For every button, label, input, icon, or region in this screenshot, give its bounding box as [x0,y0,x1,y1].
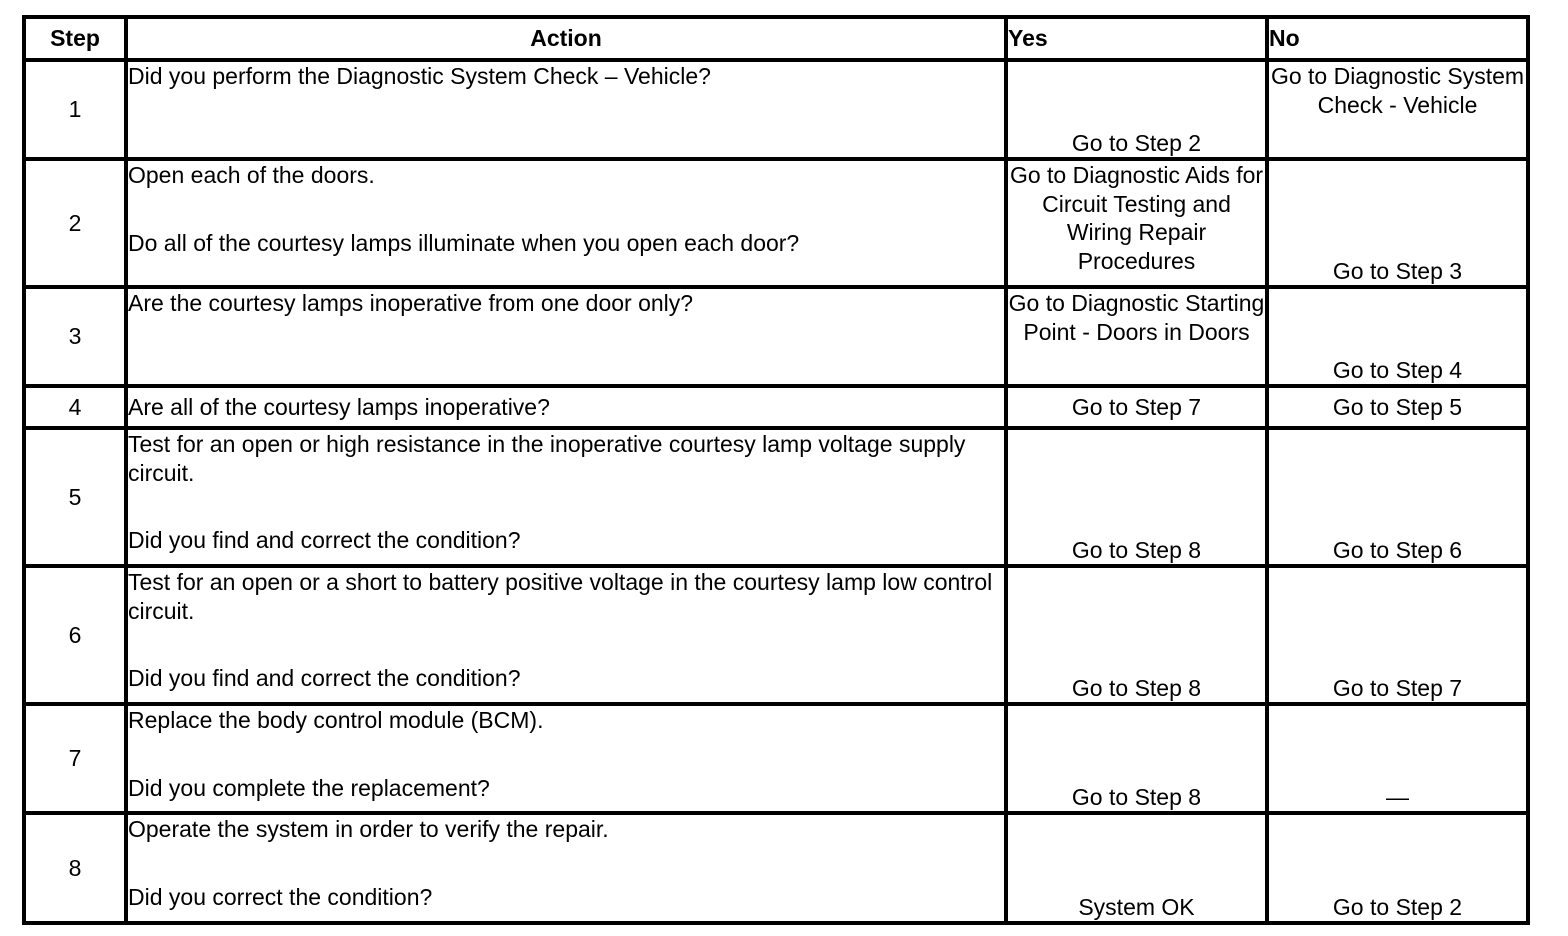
action-text: Open each of the doors. [128,162,375,188]
step-number: 8 [24,813,126,923]
action-cell [126,566,1006,704]
header-action: Action [126,17,1006,60]
no-cell: Go to Step 5 [1267,386,1528,428]
table-row [24,704,1528,813]
no-cell: Go to Step 7 [1267,566,1528,704]
action-text: Test for an open or high resistance in the inoperative courtesy lamp voltage supply circuit. [128,431,966,486]
yes-cell: Go to Diagnostic Aids for Circuit Testing and Wiring Repair Procedures [1006,159,1267,287]
step-number: 7 [24,704,126,813]
yes-cell: Go to Step 8 [1006,428,1267,566]
yes-cell: Go to Step 8 [1006,566,1267,704]
table-row [24,159,1528,287]
no-cell: — [1267,704,1528,813]
no-cell: Go to Step 6 [1267,428,1528,566]
action-cell [126,704,1006,813]
action-text: Test for an open or a short to battery positive voltage in the courtesy lamp low control circuit. [128,569,993,624]
no-cell: Go to Step 2 [1267,813,1528,923]
action-question: Did you correct the condition? [128,883,433,910]
table-row [24,813,1528,923]
step-number: 4 [24,386,126,428]
action-cell [126,60,1006,159]
no-cell: Go to Step 4 [1267,287,1528,386]
action-question: Do all of the courtesy lamps illuminate when you open each door? [128,229,800,256]
yes-cell: Go to Step 8 [1006,704,1267,813]
yes-cell: Go to Step 2 [1006,60,1267,159]
action-question: Did you find and correct the condition? [128,665,521,691]
no-cell: Go to Step 3 [1267,159,1528,287]
step-number: 1 [24,60,126,159]
yes-cell: Go to Step 7 [1006,386,1267,428]
step-number: 5 [24,428,126,566]
action-text: Replace the body control module (BCM). [128,707,544,733]
step-number: 2 [24,159,126,287]
header-row [24,17,1528,60]
no-cell: Go to Diagnostic System Check - Vehicle [1267,60,1528,159]
diagnostic-table [22,15,1530,925]
action-text: Are the courtesy lamps inoperative from one door only? [128,290,694,316]
table-row [24,386,1528,428]
action-cell [126,428,1006,566]
step-number: 3 [24,287,126,386]
action-cell [126,386,1006,428]
header-yes: Yes [1006,17,1267,60]
table-row [24,428,1528,566]
yes-cell: System OK [1006,813,1267,923]
action-text: Are all of the courtesy lamps inoperative? [128,394,550,420]
table-row [24,566,1528,704]
action-question: Did you complete the replacement? [128,774,490,801]
action-text: Operate the system in order to verify the repair. [128,816,609,842]
action-question: Did you find and correct the condition? [128,527,521,553]
action-text: Did you perform the Diagnostic System Check – Vehicle? [128,63,711,89]
table-row [24,60,1528,159]
header-no: No [1267,17,1528,60]
yes-cell: Go to Diagnostic Starting Point - Doors in Doors [1006,287,1267,386]
action-cell [126,159,1006,287]
table-row [24,287,1528,386]
action-cell [126,287,1006,386]
action-cell [126,813,1006,923]
step-number: 6 [24,566,126,704]
header-step: Step [24,17,126,60]
